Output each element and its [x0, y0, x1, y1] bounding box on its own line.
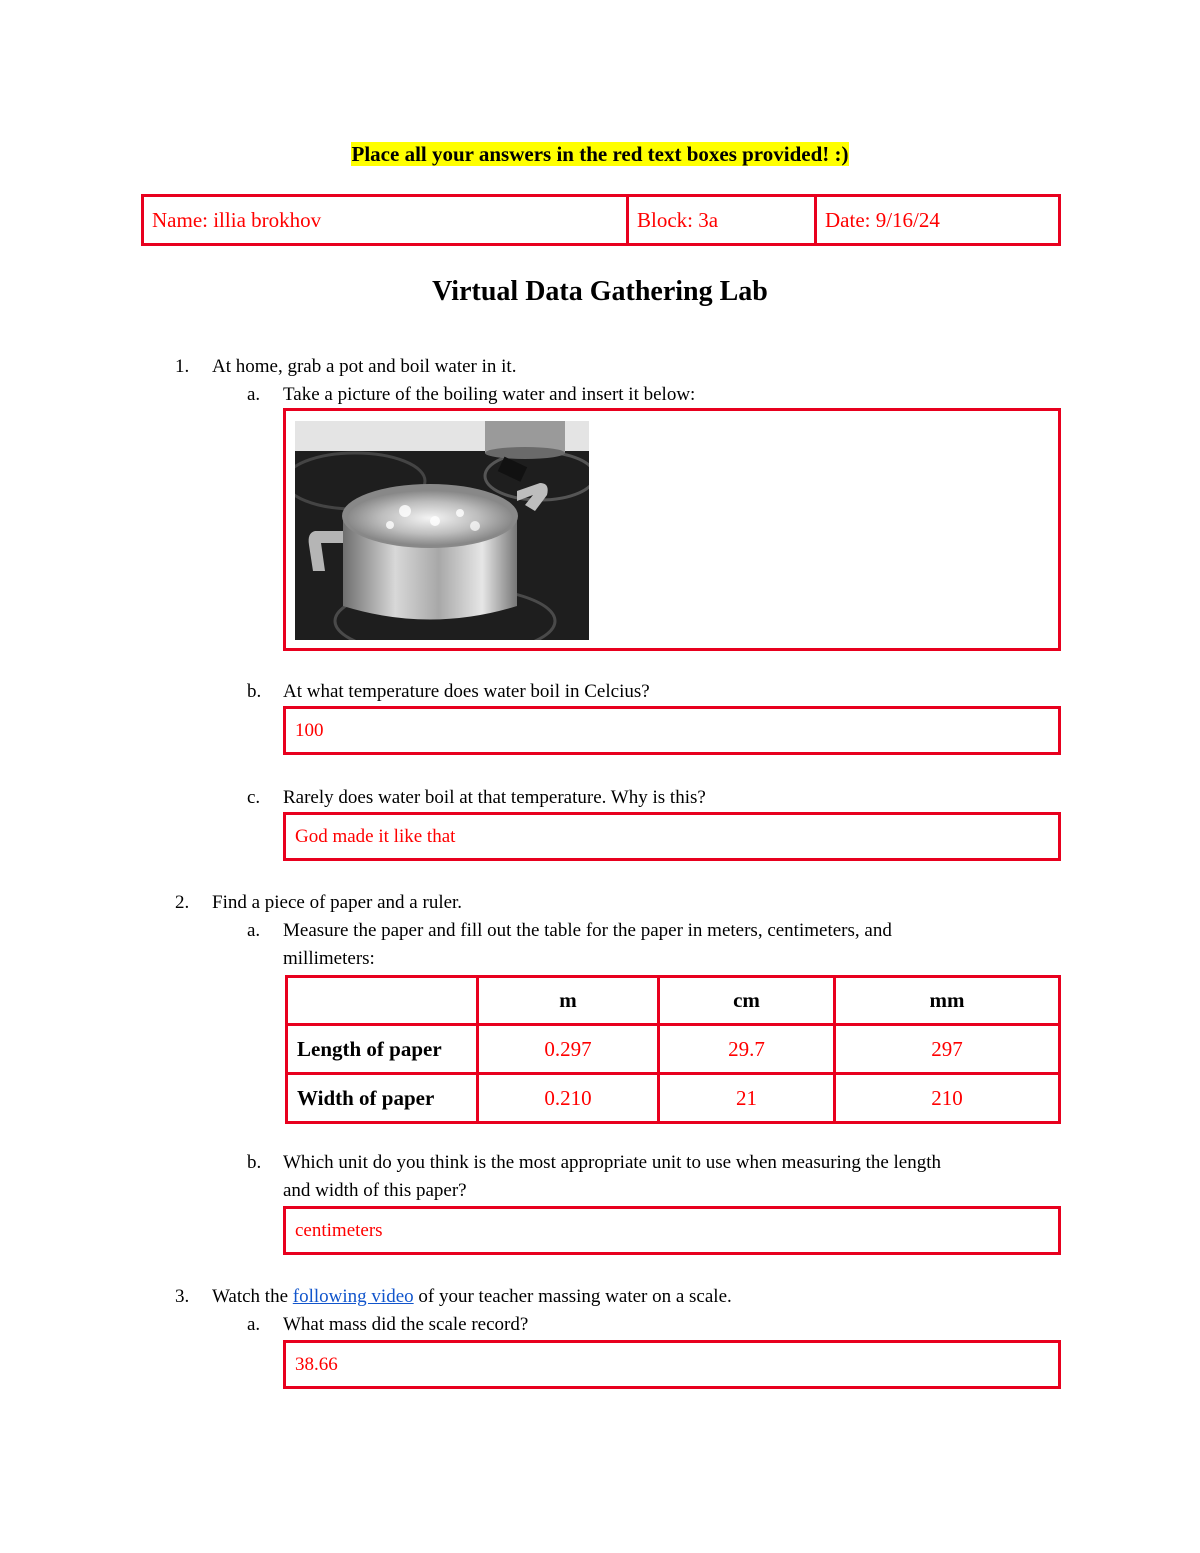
q2a-text-line2: millimeters:	[283, 948, 375, 969]
following-video-link[interactable]: following video	[292, 1286, 414, 1307]
block-field[interactable]: Block: 3a	[628, 196, 816, 245]
length-cm-cell[interactable]: 29.7	[659, 1025, 835, 1074]
length-m-cell[interactable]: 0.297	[478, 1025, 659, 1074]
q1a-letter: a.	[247, 384, 261, 405]
q1c-answer: God made it like that	[295, 825, 456, 847]
q2b-answer: centimeters	[295, 1219, 383, 1241]
q1b-letter: b.	[247, 681, 262, 702]
q1c-letter: c.	[247, 787, 261, 808]
q2b-text-line2: and width of this paper?	[283, 1180, 467, 1201]
q2-text: Find a piece of paper and a ruler.	[212, 892, 463, 913]
table-row	[287, 1074, 1060, 1123]
q2a-letter: a.	[247, 920, 261, 941]
q1b-answer-box[interactable]	[283, 706, 1061, 755]
table-row	[287, 1025, 1060, 1074]
column-header-mm: mm	[835, 977, 1060, 1025]
q3-number: 3.	[175, 1286, 190, 1307]
width-m-cell[interactable]: 0.210	[478, 1074, 659, 1123]
name-field[interactable]: Name: illia brokhov	[143, 196, 628, 245]
length-mm-cell[interactable]: 297	[835, 1025, 1060, 1074]
instruction-banner	[0, 142, 1200, 167]
page-title: Virtual Data Gathering Lab	[432, 276, 768, 307]
width-mm-cell[interactable]: 210	[835, 1074, 1060, 1123]
q1-number: 1.	[175, 356, 190, 377]
table-corner-cell	[287, 977, 478, 1025]
q2b-letter: b.	[247, 1152, 262, 1173]
q3a-text: What mass did the scale record?	[283, 1314, 529, 1335]
date-field[interactable]: Date: 9/16/24	[816, 196, 1060, 245]
q2b-answer-box[interactable]	[283, 1206, 1061, 1255]
q3-text-after: of your teacher massing water on a scale.	[413, 1286, 732, 1307]
q3a-answer-box[interactable]	[283, 1340, 1061, 1389]
column-header-cm: cm	[659, 977, 835, 1025]
q2b-text-line1: Which unit do you think is the most appropriate unit to use when measuring the length	[283, 1152, 942, 1173]
q2a-text-line1: Measure the paper and fill out the table for the paper in meters, centimeters, and	[283, 920, 892, 941]
q1c-answer-box[interactable]	[283, 812, 1061, 861]
column-header-m: m	[478, 977, 659, 1025]
row-label-length: Length of paper	[287, 1025, 478, 1074]
photo-answer-box[interactable]	[283, 408, 1061, 651]
q1c-text: Rarely does water boil at that temperature. Why is this?	[283, 787, 706, 808]
q1-text: At home, grab a pot and boil water in it.	[212, 356, 517, 377]
student-info-table	[141, 194, 1061, 246]
width-cm-cell[interactable]: 21	[659, 1074, 835, 1123]
row-label-width: Width of paper	[287, 1074, 478, 1123]
q1b-text: At what temperature does water boil in Celcius?	[283, 681, 650, 702]
q3a-letter: a.	[247, 1314, 261, 1335]
paper-measurement-table	[285, 975, 1061, 1124]
q3-text-before: Watch the	[212, 1286, 293, 1307]
q3-text	[212, 1286, 732, 1308]
boiling-water-photo	[295, 421, 589, 640]
q3a-answer: 38.66	[295, 1353, 338, 1375]
q1b-answer: 100	[295, 719, 324, 741]
q2-number: 2.	[175, 892, 190, 913]
q1a-text: Take a picture of the boiling water and insert it below:	[283, 384, 696, 405]
instruction-text: Place all your answers in the red text boxes provided! :)	[351, 142, 849, 166]
